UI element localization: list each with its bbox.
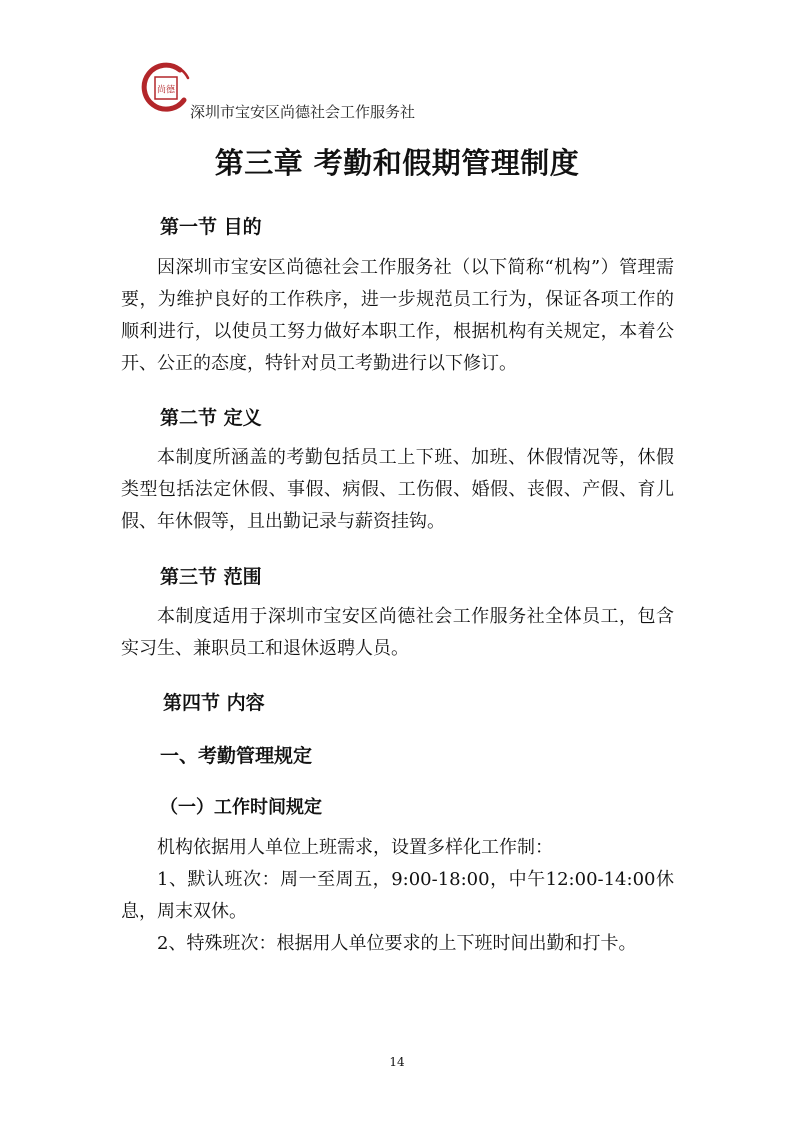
section-2-heading: 第二节 定义 <box>160 407 262 429</box>
page-number: 14 <box>389 1055 405 1069</box>
section-3-paragraph: 本制度适用于深圳市宝安区尚德社会工作服务社全体员工，包含实习生、兼职员工和退休返聘人员。 <box>121 606 674 659</box>
chapter-title: 第三章 考勤和假期管理制度 <box>214 146 580 180</box>
logo-text: 尚德 <box>156 85 176 96</box>
section-4-heading: 第四节 内容 <box>163 692 265 714</box>
page-header <box>140 62 460 124</box>
organization-name: 深圳市宝安区尚德社会工作服务社 <box>190 103 416 121</box>
work-hours-item-2: 2、特殊班次：根据用人单位要求的上下班时间出勤和打卡。 <box>157 933 637 954</box>
section-1-heading: 第一节 目的 <box>160 216 262 238</box>
section-1-paragraph: 因深圳市宝安区尚德社会工作服务社（以下简称“机构”）管理需要，为维护良好的工作秩序，进一步规范员工行为，保证各项工作的顺利进行，以使员工努力做好本职工作，根据机构有关规定，本着公开、公正的态度，特针对员工考勤进行以下修订。 <box>121 257 674 374</box>
work-hours-item-1: 1、默认班次：周一至周五，9:00-18:00，中午12:00-14:00休息，周末双休。 <box>121 869 674 922</box>
section-2-paragraph: 本制度所涵盖的考勤包括员工上下班、加班、休假情况等，休假类型包括法定休假、事假、病假、工伤假、婚假、丧假、产假、育儿假、年休假等，且出勤记录与薪资挂钩。 <box>121 447 674 532</box>
subsection-work-hours: （一）工作时间规定 <box>160 797 322 818</box>
work-hours-intro: 机构依据用人单位上班需求，设置多样化工作制： <box>157 837 553 858</box>
subsection-attendance-rules: 一、考勤管理规定 <box>160 745 313 767</box>
section-3-heading: 第三节 范围 <box>160 566 262 588</box>
org-logo <box>140 62 192 114</box>
